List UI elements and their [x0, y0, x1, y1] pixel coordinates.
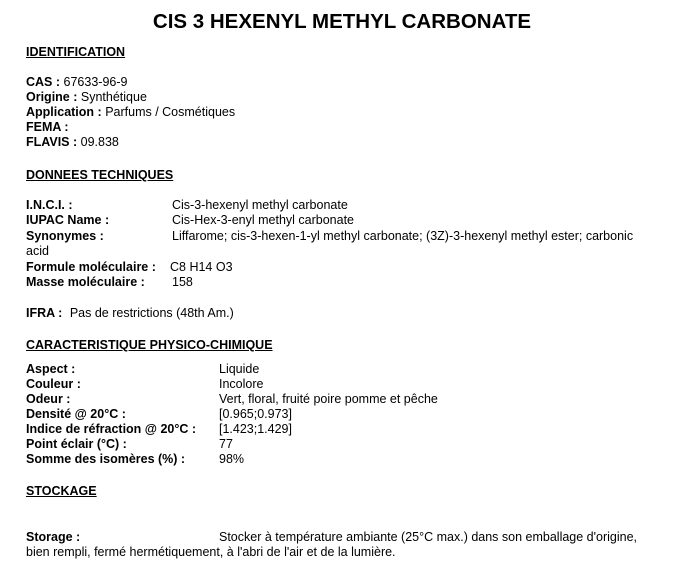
section-heading-technical: DONNEES TECHNIQUES: [26, 168, 174, 182]
physico-label-couleur: Couleur :: [26, 377, 81, 391]
flavis-value: 09.838: [80, 135, 119, 149]
physico-value-isomeres: 98%: [219, 452, 245, 466]
origine-value: Synthétique: [80, 90, 147, 104]
physico-label-point-eclair: Point éclair (°C) :: [26, 437, 127, 451]
physico-value-odeur: Vert, floral, fruité poire pomme et pêche: [219, 392, 438, 406]
physico-value-refraction: [1.423;1.429]: [219, 422, 292, 436]
document-title: CIS 3 HEXENYL METHYL CARBONATE: [152, 10, 532, 33]
synonymes-continuation: acid: [26, 244, 49, 258]
synonymes-value: Liffarome; cis-3-hexen-1-yl methyl carbonate; (3Z)-3-hexenyl methyl ester; carbonic: [172, 229, 634, 243]
storage-value: Stocker à température ambiante (25°C max.) dans son emballage d'origine,: [219, 530, 638, 544]
physico-value-aspect: Liquide: [219, 362, 260, 376]
application-label: Application :: [26, 105, 102, 119]
ifra-value: Pas de restrictions (48th Am.): [69, 306, 234, 320]
storage-continuation: bien rempli, fermé hermétiquement, à l'abri de l'air et de la lumière.: [26, 545, 396, 559]
section-heading-storage: STOCKAGE: [26, 484, 97, 498]
physico-label-densite: Densité @ 20°C :: [26, 407, 126, 421]
physico-value-couleur: Incolore: [219, 377, 264, 391]
physico-value-densite: [0.965;0.973]: [219, 407, 292, 421]
iupac-value: Cis-Hex-3-enyl methyl carbonate: [172, 213, 355, 227]
ifra-label: IFRA :: [26, 306, 63, 320]
section-heading-physico: CARACTERISTIQUE PHYSICO-CHIMIQUE: [26, 338, 273, 352]
flavis-label: FLAVIS :: [26, 135, 78, 149]
inci-value: Cis-3-hexenyl methyl carbonate: [172, 198, 348, 212]
application-value: Parfums / Cosmétiques: [105, 105, 236, 119]
flavis-line: [26, 135, 119, 150]
cas-value: 67633-96-9: [63, 75, 128, 89]
section-heading-identification: IDENTIFICATION: [26, 45, 126, 59]
cas-label: CAS :: [26, 75, 61, 89]
masse-label: Masse moléculaire :: [26, 275, 145, 289]
fema-line: [26, 120, 69, 135]
physico-label-aspect: Aspect :: [26, 362, 76, 376]
ifra-line: [26, 306, 234, 321]
masse-value: 158: [172, 275, 193, 289]
storage-label: Storage :: [26, 530, 81, 544]
fema-label: FEMA :: [26, 120, 69, 134]
physico-label-odeur: Odeur :: [26, 392, 71, 406]
physico-label-refraction: Indice de réfraction @ 20°C :: [26, 422, 197, 436]
origine-line: [26, 90, 147, 105]
cas-line: [26, 75, 127, 90]
inci-label: I.N.C.I. :: [26, 198, 73, 212]
iupac-label: IUPAC Name :: [26, 213, 110, 227]
formule-value: C8 H14 O3: [170, 260, 233, 274]
application-line: [26, 105, 235, 120]
physico-value-point-eclair: 77: [219, 437, 233, 451]
origine-label: Origine :: [26, 90, 78, 104]
formule-label: Formule moléculaire :: [26, 260, 156, 274]
physico-label-isomeres: Somme des isomères (%) :: [26, 452, 186, 466]
synonymes-label: Synonymes :: [26, 229, 104, 243]
